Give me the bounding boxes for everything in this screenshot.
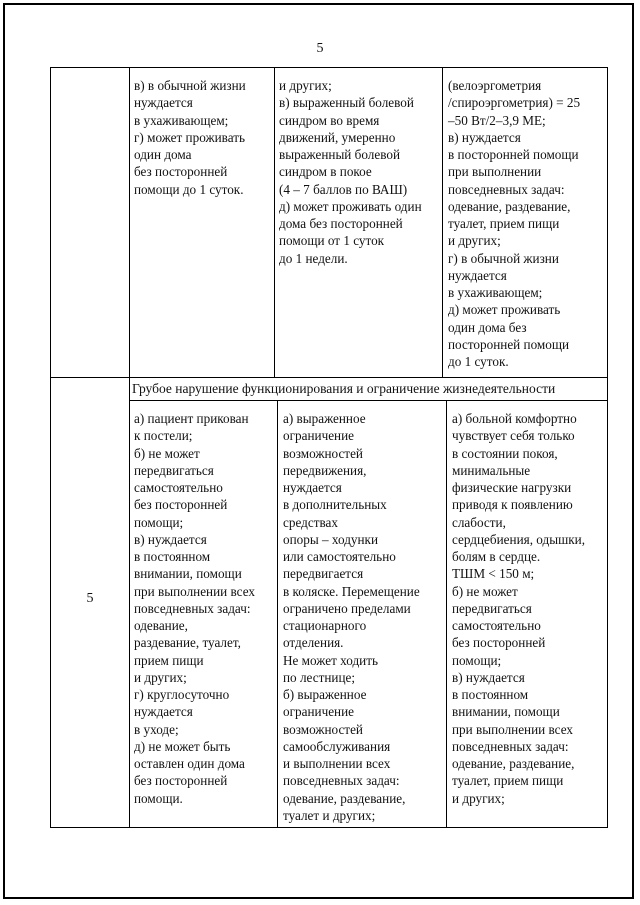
row5-number: 5 (86, 591, 94, 606)
continuation-cell-col3: и других; в) выраженный болевой синдром во время движений, умеренно выраженный болевой синдром в покое (4 – 7 баллов по ВАШ) д) может проживать один дома без посторонней помощи от 1 суток до 1 недели. (279, 78, 422, 266)
row5-heading: Грубое нарушение функционирования и ограничение жизнедеятельности (132, 381, 556, 396)
table-bottom-border (50, 827, 608, 828)
column-divider-2-lower (277, 400, 278, 828)
continuation-cell-col4: (велоэргометрия /спироэргометрия) = 25 –50 Вт/2–3,9 МЕ; в) нуждается в посторонней помощи при выполнении повседневных задач: одевание, раздевание, туалет, прием пищи и других; г) в обычной жизни нуждается в ухаживающем; д) может проживать один дома без посторонней помощи до 1 суток. (448, 78, 581, 369)
table-left-border (50, 67, 51, 828)
page-number: 5 (316, 41, 324, 56)
table-top-border (50, 67, 608, 68)
table-right-border (607, 67, 608, 828)
column-divider-1 (129, 67, 130, 828)
column-divider-2 (274, 67, 275, 378)
column-divider-3-lower (446, 400, 447, 828)
column-divider-3 (442, 67, 443, 378)
row5-cell-col4: а) больной комфортно чувствует себя только в состоянии покоя, минимальные физические нагрузки приводя к появлению слабости, сердцебиения, одышки, болям в сердце. ТШМ < 150 м; б) не может передвигаться самостоятельно без посторонней помощи; в) нуждается в постоянном внимании, помощи при выполнении всех повседневных задач: одевание, раздевание, туалет, прием пищи и других; (452, 411, 586, 806)
row5-cell-col2: а) пациент прикован к постели; б) не может передвигаться самостоятельно без посторонней помощи; в) нуждается в постоянном внимании, помощи при выполнении всех повседневных задач: одевание, раздевание, туалет, прием пищи и других; г) круглосуточно нуждается в уходе; д) не может быть оставлен один дома без посторонней помощи. (134, 411, 255, 806)
continuation-cell-col2: в) в обычной жизни нуждается в ухаживающем; г) может проживать один дома без посторонней помощи до 1 суток. (134, 78, 246, 197)
row5-cell-col3: а) выраженное ограничение возможностей передвижения, нуждается в дополнительных средствах опоры – ходунки или самостоятельно передвигается в коляске. Перемещение ограничено пределами стационарного отделения. Не может ходить по лестнице; б) выраженное ограничение возможностей самообслуживания и выполнении всех повседневных задач: одевание, раздевание, туалет и других; (283, 411, 420, 823)
heading-divider (129, 400, 608, 401)
